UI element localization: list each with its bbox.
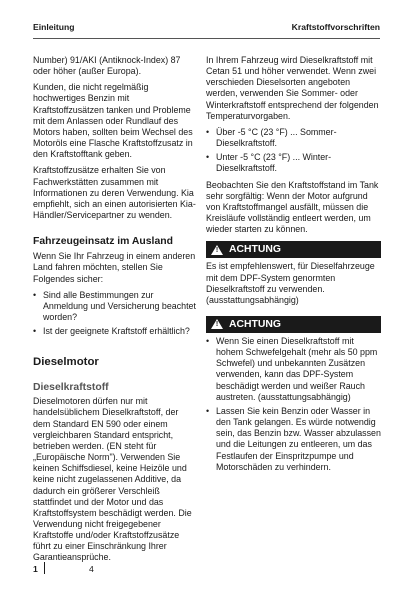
octane-paragraph: Number) 91/AKI (Antiknock-Index) 87 oder höher (außer Europa). [33,55,181,77]
page-header-section: Kraftstoffvorschriften [291,22,380,32]
list-item: • Über -5 °C (23 °F) ... Sommer-Dieselkraftstoff. [206,127,381,149]
fuel-level-paragraph: Beobachten Sie den Kraftstoffstand im Tank sehr sorgfältig: Wenn der Motor aufgrund von Kraftstoffmangel ausfällt, müssen die Kreisläufe vollständig entleert werden, um wieder starten zu können. [206,179,379,235]
abroad-paragraph: Wenn Sie Ihr Fahrzeug in einem anderen Land fahren möchten, stellen Sie Folgendes sicher: [33,251,196,284]
footer-divider [44,562,45,574]
warning-box-dpf [206,241,381,306]
warning-box-fuel [206,316,381,473]
footer-page-number: 4 [89,564,94,574]
warning-triangle-icon: ! [211,319,223,329]
warning-label: ACHTUNG [229,318,281,330]
warning-list [206,336,381,473]
left-column [33,55,198,569]
cetane-paragraph: In Ihrem Fahrzeug wird Dieselkraftstoff mit Cetan 51 und höher verwendet. Wenn zwei verschieden Dieselsorten angeboten werden, verwenden Sie Sommer- oder Winterkraftstoff entsprechend der folgenden Temperaturvorgaben. [206,55,379,121]
diesel-engine-heading: Dieselmotor [33,356,99,369]
footer-chapter-number: 1 [33,564,38,574]
right-column [206,55,381,478]
diesel-fuel-heading: Dieselkraftstoff [33,382,109,394]
fuel-additive-paragraph: Kunden, die nicht regelmäßig hochwertiges Benzin mit Kraftstoffzusätzen tanken und Probleme mit dem Anlassen oder Rundlauf des Motors haben, sollten beim Wechsel des Motoröls eine Flasche Kraftstoffzusatz in den Kraftstofftank geben. [33,82,193,160]
warning-header [206,316,381,333]
list-item: • Wenn Sie einen Dieselkraftstoff mit hohem Schwefelgehalt (mehr als 50 ppm Schwefel) und unbekannten Zusätzen verwenden, kann das DPF-System beschädigt werden und weißer Rauch austreten. (ausstattungsabhängig) [206,336,381,403]
list-item: • Lassen Sie kein Benzin oder Wasser in den Tank gelangen. Es würde notwendig sein, das Benzin bzw. Wasser abzulassen und die Leitungen zu entleeren, um das Festlaufen der Einspritzpumpe und Motorschäden zu verhindern. [206,406,381,473]
temperature-list [206,127,381,175]
abroad-heading: Fahrzeugeinsatz im Ausland [33,236,173,248]
abroad-checklist [33,290,198,338]
warning-label: ACHTUNG [229,244,281,256]
diesel-fuel-paragraph: Dieselmotoren dürfen nur mit handelsüblichem Dieselkraftstoff, der dem Standard EN 590 oder einem vergleichbaren Standard entspricht, betrieben werden. (EN steht für „Europäische Norm"). Verwenden Sie keinen Schiffsdiesel, keine Heizöle und keine nicht zugelassenen Additive, da dadurch ein größerer Verschleiß stattfindet und der Motor und das Kraftstoffsystem beschädigt werden. Die Verwendung nicht freigegebener Kraftstoffe und/oder Kraftstoffzusätze führt zu einer Einschränkung Ihrer Garantieansprüche. [33,396,192,563]
header-divider [33,38,380,39]
warning-text: Es ist empfehlenswert, für Dieselfahrzeuge mit dem DPF-System genormten Dieselkraftstoff zu verwenden. (ausstattungsabhängig) [206,261,375,305]
warning-header [206,241,381,258]
page-header-chapter: Einleitung [33,22,75,32]
additive-source-paragraph: Kraftstoffzusätze erhalten Sie von Fachwerkstätten zusammen mit Informationen zu deren Verwendung. Kia empfiehlt, sich an einen autorisierten Kia-Händler/Servicepartner zu wenden. [33,165,196,221]
warning-triangle-icon: ! [211,245,223,255]
list-item: • Sind alle Bestimmungen zur Anmeldung und Versicherung beachtet worden? [33,290,198,323]
list-item: • Ist der geeignete Kraftstoff erhältlich? [33,326,198,337]
list-item: • Unter -5 °C (23 °F) ... Winter-Dieselkraftstoff. [206,152,381,174]
